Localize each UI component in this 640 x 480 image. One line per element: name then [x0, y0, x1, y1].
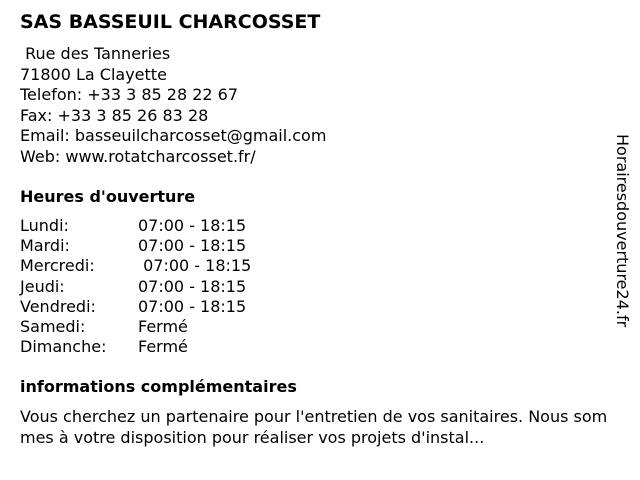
hours-row-vendredi — [20, 297, 610, 317]
hours-day: Mercredi: — [20, 256, 95, 276]
hours-row-jeudi — [20, 277, 610, 297]
hours-row-samedi — [20, 317, 610, 337]
hours-row-lundi — [20, 216, 610, 236]
hours-time: 07:00 - 18:15 — [138, 256, 252, 276]
hours-time: 07:00 - 18:15 — [138, 216, 247, 235]
hours-time: Fermé — [138, 337, 188, 357]
info-description: Vous cherchez un partenaire pour l'entretien de vos sanitaires. Nous sommes à votre disposition pour réaliser vos projets d'instal... — [20, 407, 608, 448]
city-line: 71800 La Clayette — [20, 64, 167, 84]
hours-day: Samedi: — [20, 317, 86, 337]
hours-day: Dimanche: — [20, 337, 107, 357]
fax-line: Fax: +33 3 85 26 83 28 — [20, 105, 209, 125]
hours-heading: Heures d'ouverture — [20, 187, 196, 206]
hours-day: Jeudi: — [20, 276, 65, 296]
hours-table — [20, 216, 610, 357]
phone-line: Telefon: +33 3 85 28 22 67 — [20, 85, 239, 104]
hours-time: 07:00 - 18:15 — [138, 276, 247, 296]
hours-day: Mardi: — [20, 236, 70, 256]
hours-time: Fermé — [138, 317, 188, 337]
company-name: SAS BASSEUIL CHARCOSSET — [20, 11, 321, 33]
hours-day: Lundi: — [20, 216, 69, 235]
hours-time: 07:00 - 18:15 — [138, 236, 247, 256]
email-line: Email: basseuilcharcosset@gmail.com — [20, 126, 327, 145]
hours-row-mercredi — [20, 256, 610, 276]
hours-row-mardi — [20, 236, 610, 256]
business-card — [20, 10, 610, 448]
hours-day: Vendredi: — [20, 296, 96, 316]
web-line: Web: www.rotatcharcosset.fr/ — [20, 146, 256, 166]
site-watermark: Horairesdouverture24.fr — [613, 134, 632, 328]
info-heading: informations complémentaires — [20, 377, 297, 397]
hours-time: 07:00 - 18:15 — [138, 296, 247, 316]
contact-block — [20, 44, 610, 167]
hours-row-dimanche — [20, 337, 610, 357]
street-address: Rue des Tanneries — [20, 44, 171, 63]
